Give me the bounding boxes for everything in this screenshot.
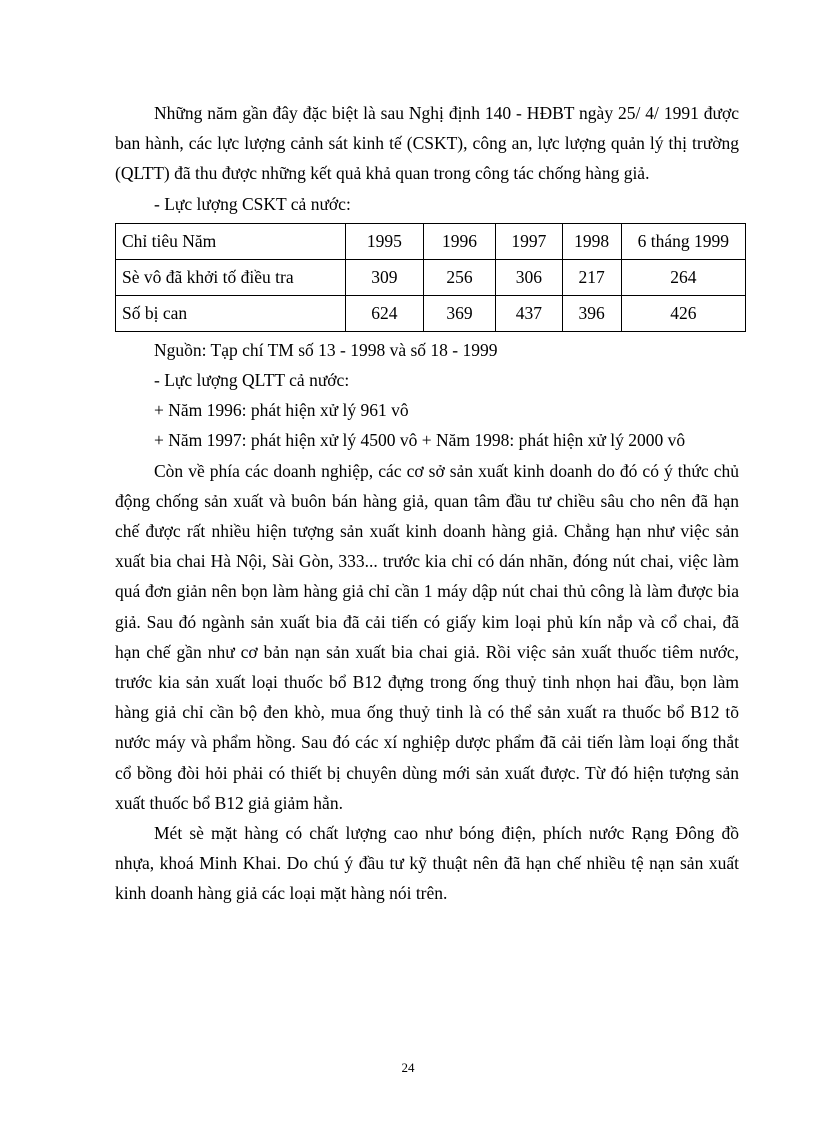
- products-paragraph: Mét sè mặt hàng có chất lượng cao như bóng điện, phích nước Rạng Đông đồ nhựa, khoá Minh Khai. Do chú ý đầu tư kỹ thuật nên đã hạn chế nhiều tệ nạn sản xuất kinh doanh hàng giả các loại mặt hàng nói trên.: [115, 823, 739, 904]
- qltt-item-1997-1998: + Năm 1997: phát hiện xử lý 4500 vô + Năm 1998: phát hiện xử lý 2000 vô: [154, 430, 686, 451]
- table-cell: 309: [346, 259, 424, 295]
- table-header-cell: 1995: [346, 223, 424, 259]
- qltt-heading: - Lực lượng QLTT cả nước:: [154, 370, 350, 391]
- table-cell: 396: [562, 295, 621, 331]
- page-number: 24: [401, 1060, 415, 1075]
- cskt-statistics-table: [115, 223, 746, 332]
- enterprises-paragraph: Còn về phía các doanh nghiệp, các cơ sở sản xuất kinh doanh do đó có ý thức chủ động chống sản xuất và buôn bán hàng giả, quan tâm đầu tư chiều sâu cho nên đã hạn chế được rất nhiều hiện tượng sản xuất kinh doanh hàng giả. Chẳng hạn như việc sản xuất bia chai Hà Nội, Sài Gòn, 333... trước kia chỉ có dán nhãn, đóng nút chai, việc làm quá đơn giản nên bọn làm hàng giả chỉ cần 1 máy dập nút chai thủ công là làm được bia giả. Sau đó ngành sản xuất bia đã cải tiến có giấy kim loại phủ kín nắp và cổ chai, đã hạn chế gần như cơ bản nạn sản xuất bia chai giả. Rồi việc sản xuất thuốc tiêm nước, trước kia sản xuất loại thuốc bổ B12 đựng trong ống thuỷ tinh nhọn hai đầu, bọn làm hàng giả chỉ cần bộ đen khò, mua ống thuỷ tinh là có thể sản xuất ra thuốc bổ B12 tõ nước máy và phẩm hồng. Sau đó các xí nghiệp dược phẩm đã cải tiến làm loại ống thắt cổ bồng đòi hỏi phải có thiết bị chuyên dùng mới sản xuất được. Từ đó hiện tượng sản xuất thuốc bổ B12 giả giảm hẳn.: [115, 460, 739, 813]
- table-cell: 256: [423, 259, 496, 295]
- table-row-label: Số bị can: [116, 295, 346, 331]
- source-note: Nguồn: Tạp chí TM số 13 - 1998 và số 18 - 1999: [154, 339, 498, 360]
- qltt-item-1996: + Năm 1996: phát hiện xử lý 961 vô: [154, 400, 409, 421]
- table-header-row: [116, 223, 746, 259]
- table-cell: 426: [621, 295, 745, 331]
- intro-paragraph: Những năm gần đây đặc biệt là sau Nghị định 140 - HĐBT ngày 25/ 4/ 1991 được ban hành, các lực lượng cảnh sát kinh tế (CSKT), công an, lực lượng quản lý thị trường (QLTT) đã thu được những kết quả khả quan trong công tác chống hàng giả.: [115, 103, 739, 184]
- table-cell: 306: [496, 259, 562, 295]
- table-header-cell: 1998: [562, 223, 621, 259]
- table-header-cell: Chỉ tiêu Năm: [116, 223, 346, 259]
- table-cell: 217: [562, 259, 621, 295]
- table-row: [116, 259, 746, 295]
- table-row-label: Sè vô đã khởi tố điều tra: [116, 259, 346, 295]
- table-cell: 264: [621, 259, 745, 295]
- table-header-cell: 1996: [423, 223, 496, 259]
- table-cell: 437: [496, 295, 562, 331]
- table-cell: 624: [346, 295, 424, 331]
- cskt-heading: - Lực lượng CSKT cả nước:: [154, 193, 351, 214]
- table-row: [116, 295, 746, 331]
- table-cell: 369: [423, 295, 496, 331]
- table-header-cell: 1997: [496, 223, 562, 259]
- table-header-cell: 6 tháng 1999: [621, 223, 745, 259]
- page-content: [115, 98, 739, 909]
